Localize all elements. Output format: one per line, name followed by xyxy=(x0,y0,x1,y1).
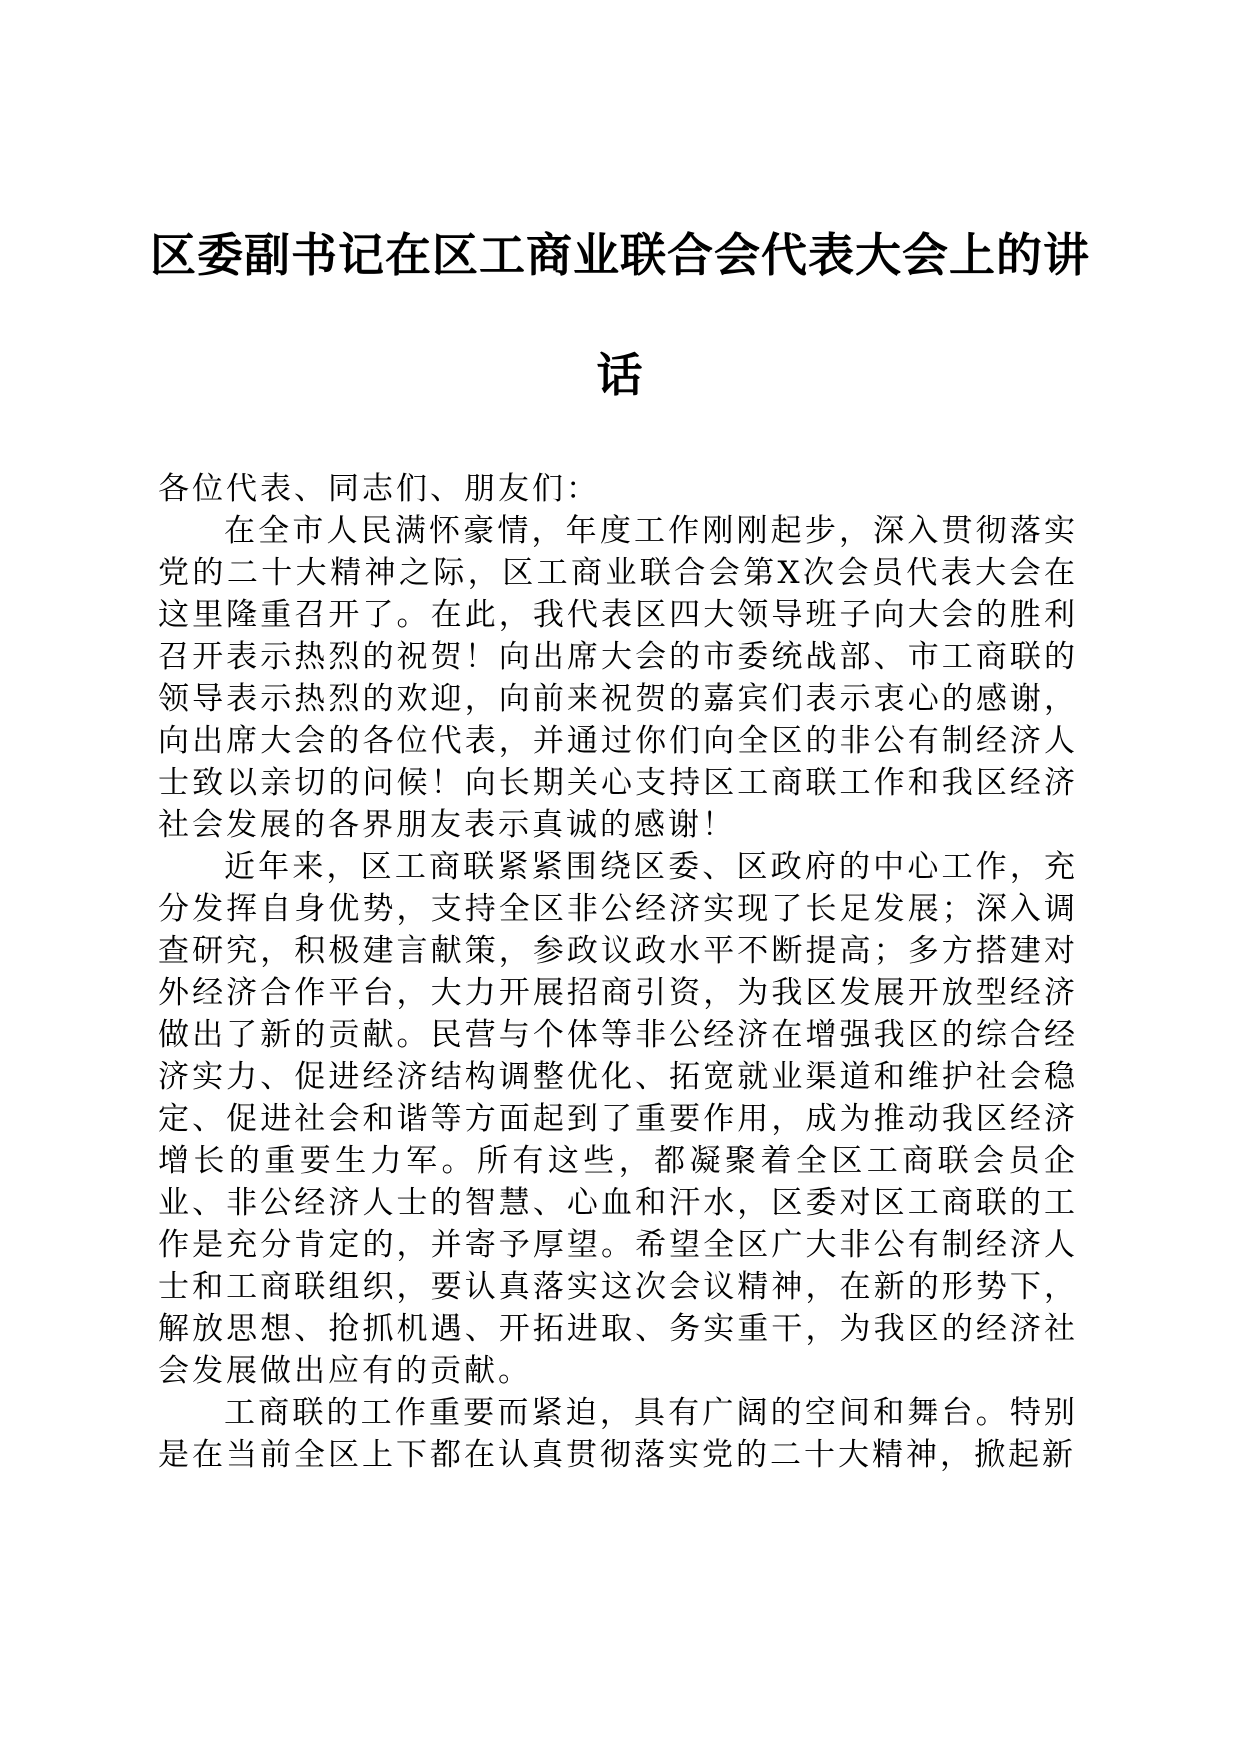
document-title-line-2: 话 xyxy=(596,348,644,402)
paragraph: 工商联的工作重要而紧迫，具有广阔的空间和舞台。特别是在当前全区上下都在认真贯彻落实党的二十大精神，掀起新 xyxy=(158,1395,1078,1473)
document-body xyxy=(158,468,1078,1476)
paragraph: 在全市人民满怀豪情，年度工作刚刚起步，深入贯彻落实党的二十大精神之际，区工商业联合会第X次会员代表大会在这里隆重召开了。在此，我代表区四大领导班子向大会的胜利召开表示热烈的祝贺！向出席大会的市委统战部、市工商联的领导表示热烈的欢迎，向前来祝贺的嘉宾们表示衷心的感谢，向出席大会的各位代表，并通过你们向全区的非公有制经济人士致以亲切的问候！向长期关心支持区工商联工作和我区经济社会发展的各界朋友表示真诚的感谢！ xyxy=(158,513,1078,843)
salutation: 各位代表、同志们、朋友们： xyxy=(158,471,600,507)
paragraph: 近年来，区工商联紧紧围绕区委、区政府的中心工作，充分发挥自身优势，支持全区非公经济实现了长足发展；深入调查研究，积极建言献策，参政议政水平不断提高；多方搭建对外经济合作平台，大力开展招商引资，为我区发展开放型经济做出了新的贡献。民营与个体等非公经济在增强我区的综合经济实力、促进经济结构调整优化、拓宽就业渠道和维护社会稳定、促进社会和谐等方面起到了重要作用，成为推动我区经济增长的重要生力军。所有这些，都凝聚着全区工商联会员企业、非公经济人士的智慧、心血和汗水，区委对区工商联的工作是充分肯定的，并寄予厚望。希望全区广大非公有制经济人士和工商联组织，要认真落实这次会议精神，在新的形势下，解放思想、抢抓机遇、开拓进取、务实重干，为我区的经济社会发展做出应有的贡献。 xyxy=(158,849,1078,1389)
document-title-line-1: 区委副书记在区工商业联合会代表大会上的讲 xyxy=(150,228,1090,282)
